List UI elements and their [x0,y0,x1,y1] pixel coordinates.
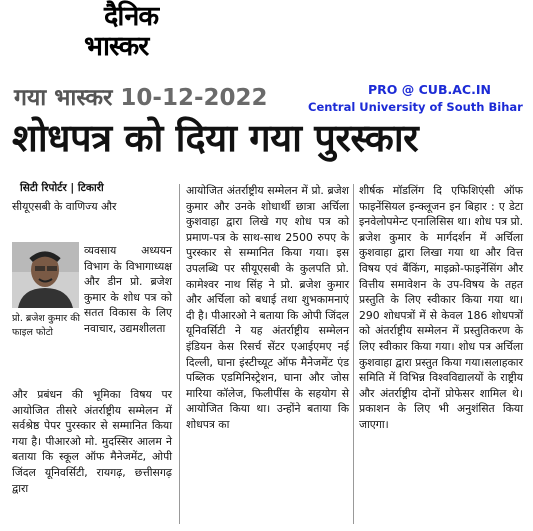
column-divider [353,184,354,524]
article-headline: शोधपत्र को दिया गया पुरस्कार [12,116,419,160]
logo-line-dainik: दैनिक [104,1,159,32]
newspaper-logo [84,2,214,72]
column-1-bottom: और प्रबंधन की भूमिका विषय पर आयोजित तीसरे अंतर्राष्ट्रीय सम्मेलन में सर्वश्रेष्ठ पेपर पुरस्कार से सम्मानित किया गया है। पीआरओ मो. मुदस्सिर आलम ने बताया कि स्कूल ऑफ मैनेजमेंट, ओपी जिंदल यूनिवर्सिटी, रायगढ़, छत्तीसगढ़ द्वारा [12,388,172,495]
byline: सिटी रिपोर्टर | टिकारी [20,182,104,194]
column-2: आयोजित अंतर्राष्ट्रीय सम्मेलन में प्रो. ब्रजेश कुमार और उनके शोधार्थी छात्रा अर्चिला कुशवाहा द्वारा लिखे गए शोध पत्र को प्रमाण-पत्र के साथ-साथ 2500 रुपए के पुरस्कार से सम्मानित किया गया। इस उपलब्धि पर सीयूएसबी के कुलपति प्रो. कामेश्वर नाथ सिंह ने प्रो. ब्रजेश कुमार और अर्चिला को बधाई तथा शुभकामनाएं दी है। पीआरओ ने बताया कि ओपी जिंदल यूनिवर्सिटी ने यह अंतर्राष्ट्रीय सम्मेलन इंडियन केस रिसर्च सेंटर एआईएमए नई दिल्ली, घाना इंस्टीच्यूट ऑफ मैनेजमेंट एंड पब्लिक एडमिनिस्ट्रेशन, घाना और जोस मारिया कॉलेज, फिलीपींस के सहयोग से आयोजित किया था। उन्होंने बताया कि शोधपत्र का [186,184,349,431]
pro-credit: PRO @ CUB.AC.IN [368,82,491,97]
university-credit: Central University of South Bihar [308,100,523,114]
column-1-top: सीयूएसबी के वाणिज्य और [12,200,117,213]
edition-name: गया भास्कर [14,85,113,111]
portrait-image [12,242,79,308]
column-3: शीर्षक मॉडलिंग दि एफिशिएंसी ऑफ फाइनेंसियल इन्क्लूजन इन बिहार : ए डेटा इनवेलोपमेन्ट एनालिसिस था। शोध पत्र प्रो. ब्रजेश कुमार के मार्गदर्शन में अर्चिला कुशवाहा द्वारा लिखा गया था और वित्त विषय एवं बैंकिंग, माइक्रो-फाइनेंसिंग और वित्तीय समावेशन के उप-विषय के तहत प्रस्तुति के लिए स्वीकार किया गया था। 290 शोधपत्रों में से केवल 186 शोधपत्रों को अंतर्राष्ट्रीय सम्मेलन में प्रस्तुतिकरण के लिए स्वीकार किया गया। शोध पत्र अर्चिला कुशवाहा द्वारा प्रस्तुत किया गया।सलाहकार समिति में विभिन्न विश्वविद्यालयों के राष्ट्रीय और अंतर्राष्ट्रीय दोनों प्रोफेसर शामिल थे। प्रकाशन के लिए भी अनुशंसित किया जाएगा। [359,184,523,431]
photo-caption: प्रो. ब्रजेश कुमार की फाइल फोटो [12,313,80,338]
edition-header [14,80,268,112]
column-divider [179,184,180,524]
author-photo [12,242,79,308]
edition-date: 10-12-2022 [120,85,268,111]
column-1-right: व्यवसाय अध्ययन विभाग के विभागाध्यक्ष और डीन प्रो. ब्रजेश कुमार के शोध पत्र को सतत विकास के लिए नवाचार, उद्यमशीलता [84,244,172,335]
logo-line-bhaskar: भास्कर [84,31,149,62]
